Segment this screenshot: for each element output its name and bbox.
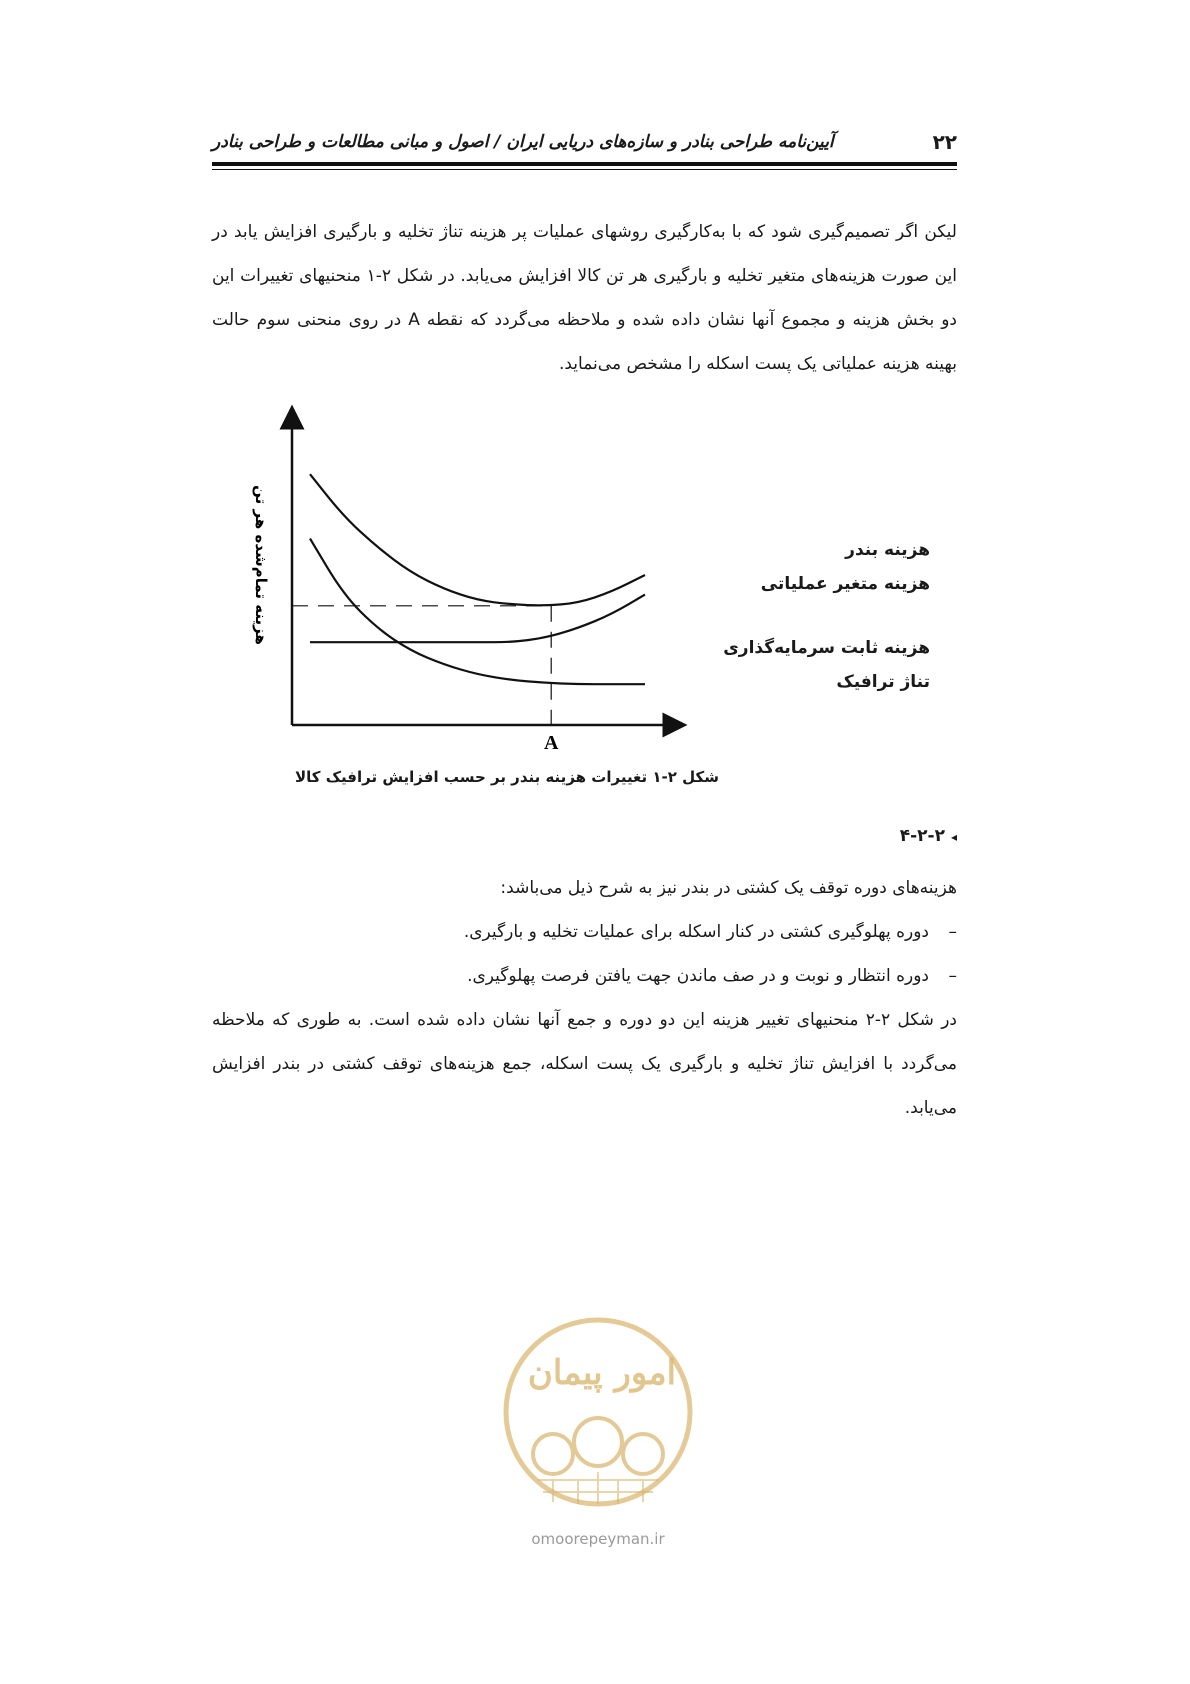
dash-icon: – [948,922,957,942]
figure-caption: شکل ۲-۱ تغییرات هزینه بندر بر حسب افزایش ترافیک کالا [294,768,720,786]
section-number: ۴-۲-۲ [899,826,945,846]
cost-chart [230,395,790,770]
series-variable-operating-cost-line [310,595,645,643]
watermark-logo-svg [498,1312,698,1552]
y-axis-label: هزینه تمام‌شده هر تن [252,485,270,645]
dash-icon: – [948,966,957,986]
cost-chart-svg [230,395,790,770]
list-item: –دوره انتظار و نوبت و در صف ماندن جهت یافتن فرصت پهلوگیری. [212,954,957,998]
paragraph-stay-costs: هزینه‌های دوره توقف یک کشتی در بندر نیز به شرح ذیل می‌باشد: [500,878,957,898]
optimum-point-label: A [543,732,559,754]
series-fixed-investment-cost-line [310,539,645,685]
header-rule-thick [212,162,957,166]
stay-period-list [212,910,957,998]
list-item: –دوره پهلوگیری کشتی در کنار اسکله برای عملیات تخلیه و بارگیری. [212,910,957,954]
watermark-logo [498,1312,698,1552]
watermark-url: omoorepeyman.ir [531,1530,665,1548]
section-marker-icon: ◂ [950,830,957,844]
grid-pattern [538,1472,658,1504]
page-number: ۲۲ [932,130,957,154]
paragraph-figure-2-2: در شکل ۲-۲ منحنیهای تغییر هزینه این دو دوره و جمع آنها نشان داده شده است. به طوری که ملاحظه می‌گردد با افزایش تناژ تخلیه و بارگیری یک پست اسکله، جمع هزینه‌های توقف کشتی در بندر افزایش می‌یابد. [212,1010,957,1118]
header-rule-thin [212,169,957,170]
legend-port-cost: هزینه بندر [845,540,930,560]
section-heading [812,826,957,846]
running-title: آیین‌نامه طراحی بنادر و سازه‌های دریایی ایران / اصول و مبانی مطالعات و طراحی بنادر [212,132,834,152]
page-header [212,130,957,160]
series-layer [310,474,645,684]
series-port-cost-line [310,474,645,605]
paragraph-intro: لیکن اگر تصمیم‌گیری شود که با به‌کارگیری روشهای عملیات پر هزینه تناژ تخلیه و بارگیری افزایش یابد در این صورت هزینه‌های متغیر تخلیه و بارگیری هر تن کالا افزایش می‌یابد. در شکل ۲-۱ منحنیهای تغییرات این دو بخش هزینه و مجموع آنها نشان داده شده و ملاحظه می‌گردد که نقطه A در روی منحنی سوم حالت بهینه هزینه عملیاتی یک پست اسکله را مشخص می‌نماید. [212,222,957,374]
legend-traffic-tonnage: تناژ ترافیک [836,672,930,692]
gear-icon [533,1418,663,1474]
legend-fixed-investment-cost: هزینه ثابت سرمایه‌گذاری [723,638,930,658]
legend-variable-operating-cost: هزینه متغیر عملیاتی [760,574,930,594]
watermark-logo-text: امور پیمان [527,1353,677,1393]
